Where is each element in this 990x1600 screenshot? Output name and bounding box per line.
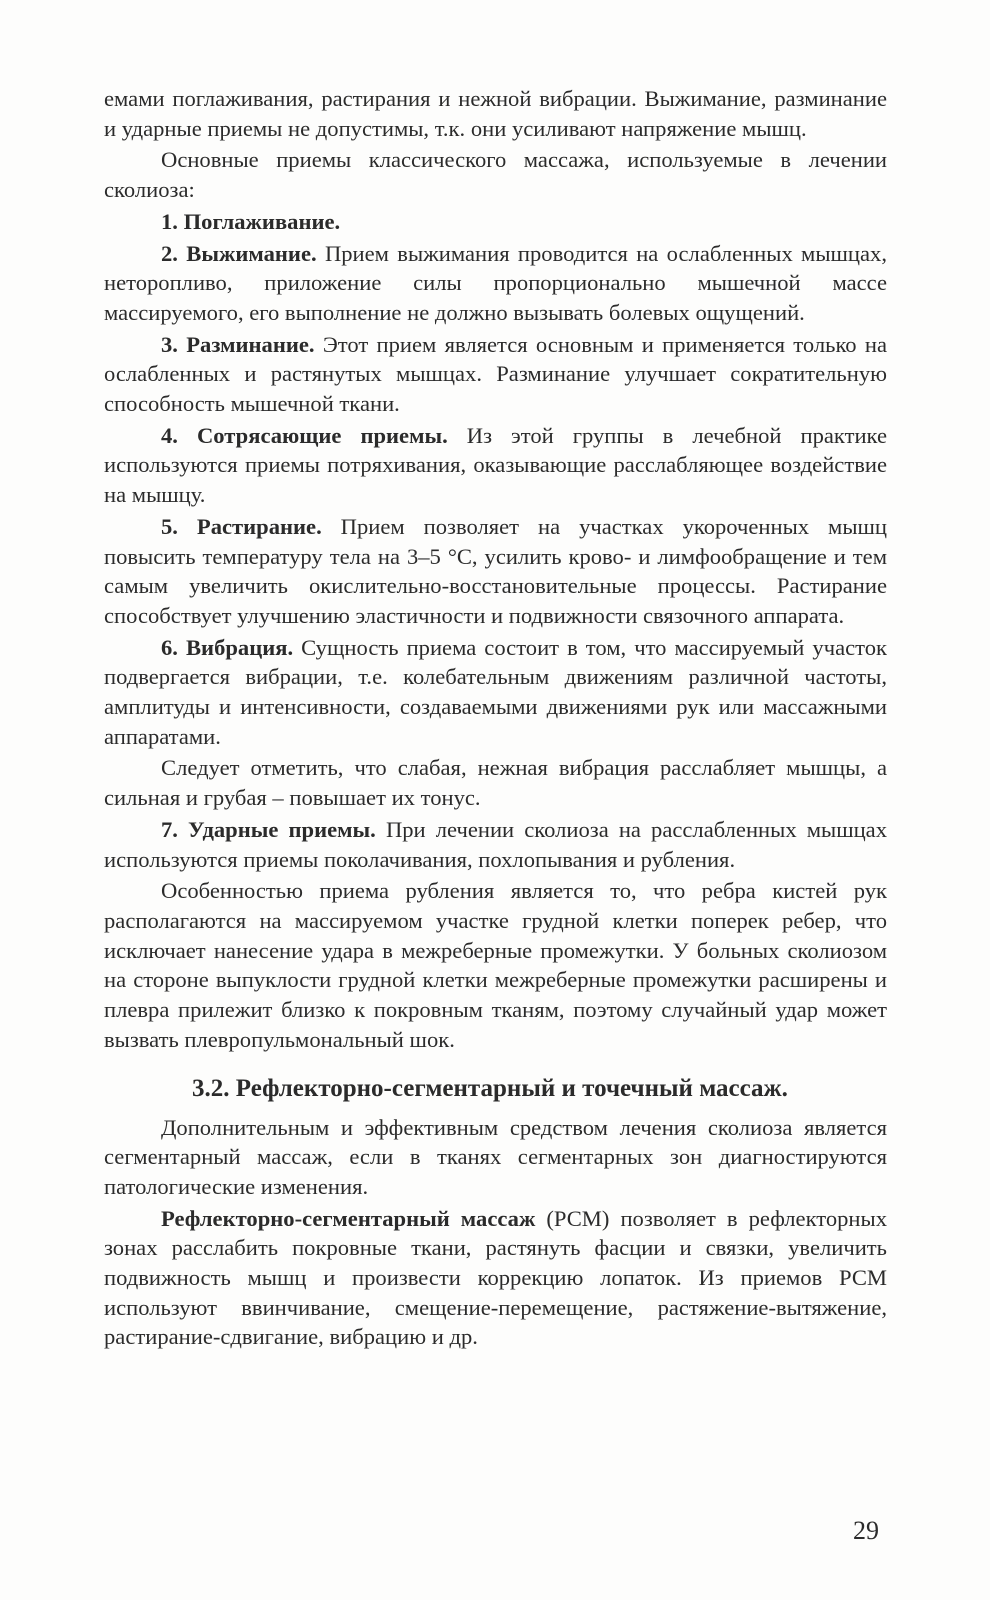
list-item-title: 7. Ударные приемы. (161, 816, 376, 842)
list-item-squeezing (104, 239, 887, 328)
list-item-text: При лечении сколиоза на расслабленных мышцах используются приемы поколачивания, похлопывания и рубления. (104, 816, 888, 872)
paragraph-segmental: Дополнительным и эффективным средством лечения сколиоза является сегментарный массаж, если в тканях сегментарных зон диагностируются патологические изменения. (104, 1114, 887, 1199)
list-item-shaking (104, 421, 887, 510)
term-rsm: Рефлекторно-сегментарный массаж (161, 1205, 536, 1231)
list-item-title: 2. Выжимание. (161, 240, 317, 266)
list-item-stroking (104, 207, 887, 237)
section-heading: 3.2. Рефлекторно-сегментарный и точечный массаж. (192, 1074, 788, 1102)
list-item-title: 3. Разминание. (161, 331, 315, 357)
paragraph-chopping: Особенностью приема рубления является то, что ребра кистей рук располагаются на массируемом участке грудной клетки поперек ребер, что исключает нанесение удара в межреберные промежутки. У больных сколиозом на стороне выпуклости грудной клетки межреберные промежутки расширены и плевра прилежит близко к покровным тканям, поэтому случайный удар может вызвать плевропульмональный шок. (104, 878, 887, 1052)
list-item-vibration (104, 633, 887, 752)
paragraph-rsm (104, 1204, 887, 1353)
list-item-text: Сущность приема состоит в том, что массируемый участок подвергается вибрации, т.е. колебательным движениям различной частоты, амплитуды и интенсивности, создаваемыми движениями рук или массажными аппаратами. (104, 634, 887, 749)
list-item-text: Прием выжимания проводится на ослабленных мышцах, неторопливо, приложение силы пропорционально мышечной массе массируемого, его выполнение не должно вызывать болевых ощущений. (104, 240, 887, 325)
list-item-title: 6. Вибрация. (161, 634, 294, 660)
paragraph-vibration-note: Следует отметить, что слабая, нежная вибрация расслабляет мышцы, а сильная и грубая – повышает их тонус. (104, 755, 887, 811)
list-item-text: Этот прием является основным и применяется только на ослабленных и растянутых мышцах. Разминание улучшает сократительную способность мышечной ткани. (104, 331, 888, 417)
list-item-title: 1. Поглаживание. (161, 208, 341, 234)
list-item-percussion (104, 815, 887, 874)
page-body (104, 84, 887, 1354)
list-item-title: 5. Растирание. (161, 513, 322, 539)
list-item-text: Прием позволяет на участках укороченных мышц повысить температуру тела на 3–5 °С, усилить крово- и лимфообращение и тем самым увеличить окислительно-восстановительные процессы. Растирание способствует улучшению эластичности и подвижности связочного аппарата. (104, 513, 887, 628)
paragraph-rsm-text: (РСМ) позволяет в рефлекторных зонах расслабить покровные ткани, растянуть фасции и связки, увеличить подвижность мышц и произвести коррекцию лопаток. Из приемов РСМ используют ввинчивание, смещение-перемещение, растяжение-вытяжение, растирание-сдвигание, вибрацию и др. (104, 1205, 887, 1350)
paragraph-continuation: емами поглаживания, растирания и нежной вибрации. Выжимание, разминание и ударные приемы не допустимы, т.к. они усиливают напряжение мышц. (104, 86, 887, 141)
list-item-kneading (104, 330, 887, 419)
list-item-title: 4. Сотрясающие приемы. (161, 422, 448, 448)
list-item-text: Из этой группы в лечебной практике используются приемы потряхивания, оказывающие расслабляющее воздействие на мышцу. (104, 422, 887, 508)
paragraph-intro: Основные приемы классического массажа, используемые в лечении сколиоза: (104, 147, 887, 203)
list-item-rubbing (104, 512, 887, 631)
page-number: 29 (853, 1516, 879, 1545)
